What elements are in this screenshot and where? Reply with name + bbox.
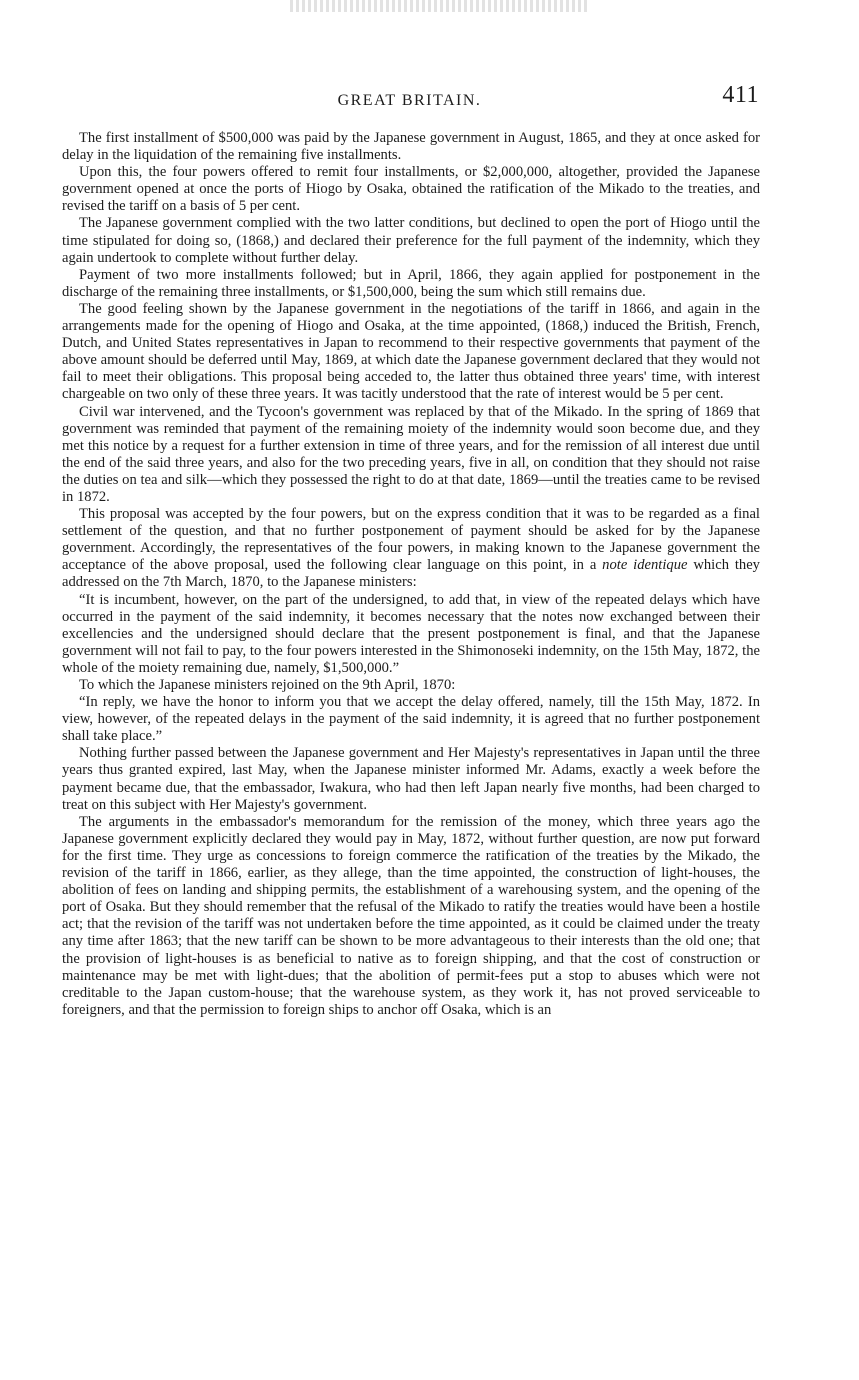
scan-edge-mark — [290, 0, 590, 12]
quoted-paragraph: “In reply, we have the honor to inform you that we accept the delay offered, namely, till the 15th May, 1872. In view, however, of the repeated delays in the payment of the said indemnity, it is agreed that no further postponement shall take place.” — [62, 694, 760, 745]
paragraph: The first installment of $500,000 was paid by the Japanese government in August, 1865, and they at once asked for delay in the liquidation of the remaining five installments. — [62, 130, 760, 164]
body-text — [62, 130, 760, 1019]
quoted-paragraph: “It is incumbent, however, on the part of the undersigned, to add that, in view of the repeated delays which have occurred in the payment of the said indemnity, it becomes necessary that the notes now exchanged between their excellencies and the undersigned should declare that the present postponement is final, and that the Japanese government will not fail to pay, to the four powers interested in the Shimonoseki indemnity, on the 15th May, 1872, the whole of the moiety remaining due, namely, $1,500,000.” — [62, 591, 760, 676]
paragraph-text: This proposal was accepted by the four powers, but on the express condition that it was to be regarded as a final settlement of the question, and that no further postponement of payment should be asked for by the Japanese government. Accordingly, the representatives of the four powers, in making known to the Japanese government the acceptance of the above proposal, used the following clear language on this point, in a — [62, 506, 760, 574]
paragraph: The Japanese government complied with the two latter conditions, but declined to open the port of Hiogo until the time stipulated for doing so, (1868,) and declared their preference for the full payment of the indemnity, which they again undertook to complete without further delay. — [62, 215, 760, 266]
paragraph — [62, 506, 760, 591]
paragraph: Civil war intervened, and the Tycoon's government was replaced by that of the Mikado. In the spring of 1869 that government was reminded that payment of the remaining moiety of the indemnity would soon become due, and they met this notice by a request for a further extension in time of three years, and for the remission of all interest due until the end of the said three years, and also for the two preceding years, five in all, on condition that they should not raise the duties on tea and silk—which they possessed the right to do at that date, 1869—until the treaties came to be revised in 1872. — [62, 403, 760, 505]
page-number: 411 — [722, 82, 759, 108]
paragraph-text: which they addressed on the 7th March, 1870, to the Japanese ministers: — [62, 557, 760, 591]
paragraph: Nothing further passed between the Japanese government and Her Majesty's representatives in Japan until the three years thus granted expired, last May, when the Japanese minister informed Mr. Adams, exactly a week before the payment became due, that the embassador, Iwakura, who had then left Japan nearly five months, had been charged to treat on this subject with Her Majesty's government. — [62, 745, 760, 813]
paragraph: Upon this, the four powers offered to remit four installments, or $2,000,000, altogether, provided the Japanese government opened at once the ports of Hiogo by Osaka, obtained the ratification of the Mikado to the treaties, and revised the tariff on a basis of 5 per cent. — [62, 164, 760, 215]
page-header — [60, 82, 759, 114]
italic-phrase: note identique — [602, 557, 688, 574]
running-head: GREAT BRITAIN. — [337, 92, 482, 109]
paragraph: The arguments in the embassador's memorandum for the remission of the money, which three years ago the Japanese government explicitly declared they would pay in May, 1872, without further question, are now put forward for the first time. They urge as concessions to foreign commerce the ratification of the treaties by the Mikado, the revision of the tariff in 1866, earlier, as they allege, than the time appointed, the construction of light-houses, the abolition of fees on landing and shipping permits, the establishment of a warehousing system, and the opening of the port of Osaka. But they should remember that the refusal of the Mikado to ratify the treaties would have been a hostile act; that the revision of the tariff was not undertaken before the time appointed, as it could be claimed under the treaty any time after 1863; that the new tariff can be shown to be more advantageous to their interests than the old one; that the provision of light-houses is as beneficial to native as to foreign shipping, and that the cost of construction or maintenance may be met with light-dues; that the abolition of permit-fees put a stop to abuses which were not creditable to the Japan custom-house; that the warehouse system, as they work it, has not proved serviceable to foreigners, and that the permission to foreign ships to anchor off Osaka, which is an — [62, 813, 760, 1018]
paragraph: Payment of two more installments followed; but in April, 1866, they again applied for postponement in the discharge of the remaining three installments, or $1,500,000, being the sum which still remains due. — [62, 266, 760, 300]
paragraph: To which the Japanese ministers rejoined on the 9th April, 1870: — [79, 677, 456, 693]
paragraph: The good feeling shown by the Japanese government in the negotiations of the tariff in 1866, and again in the arrangements made for the opening of Hiogo and Osaka, at the time appointed, (1868,) induced the British, French, Dutch, and United States representatives in Japan to recommend to their respective governments that payment of the above amount should be deferred until May, 1869, at which date the Japanese government declared that they would not fail to meet their obligations. This proposal being acceded to, the latter thus obtained three years' time, with interest chargeable on two only of these three years. It was tacitly understood that the rate of interest would be 5 per cent. — [62, 300, 760, 403]
